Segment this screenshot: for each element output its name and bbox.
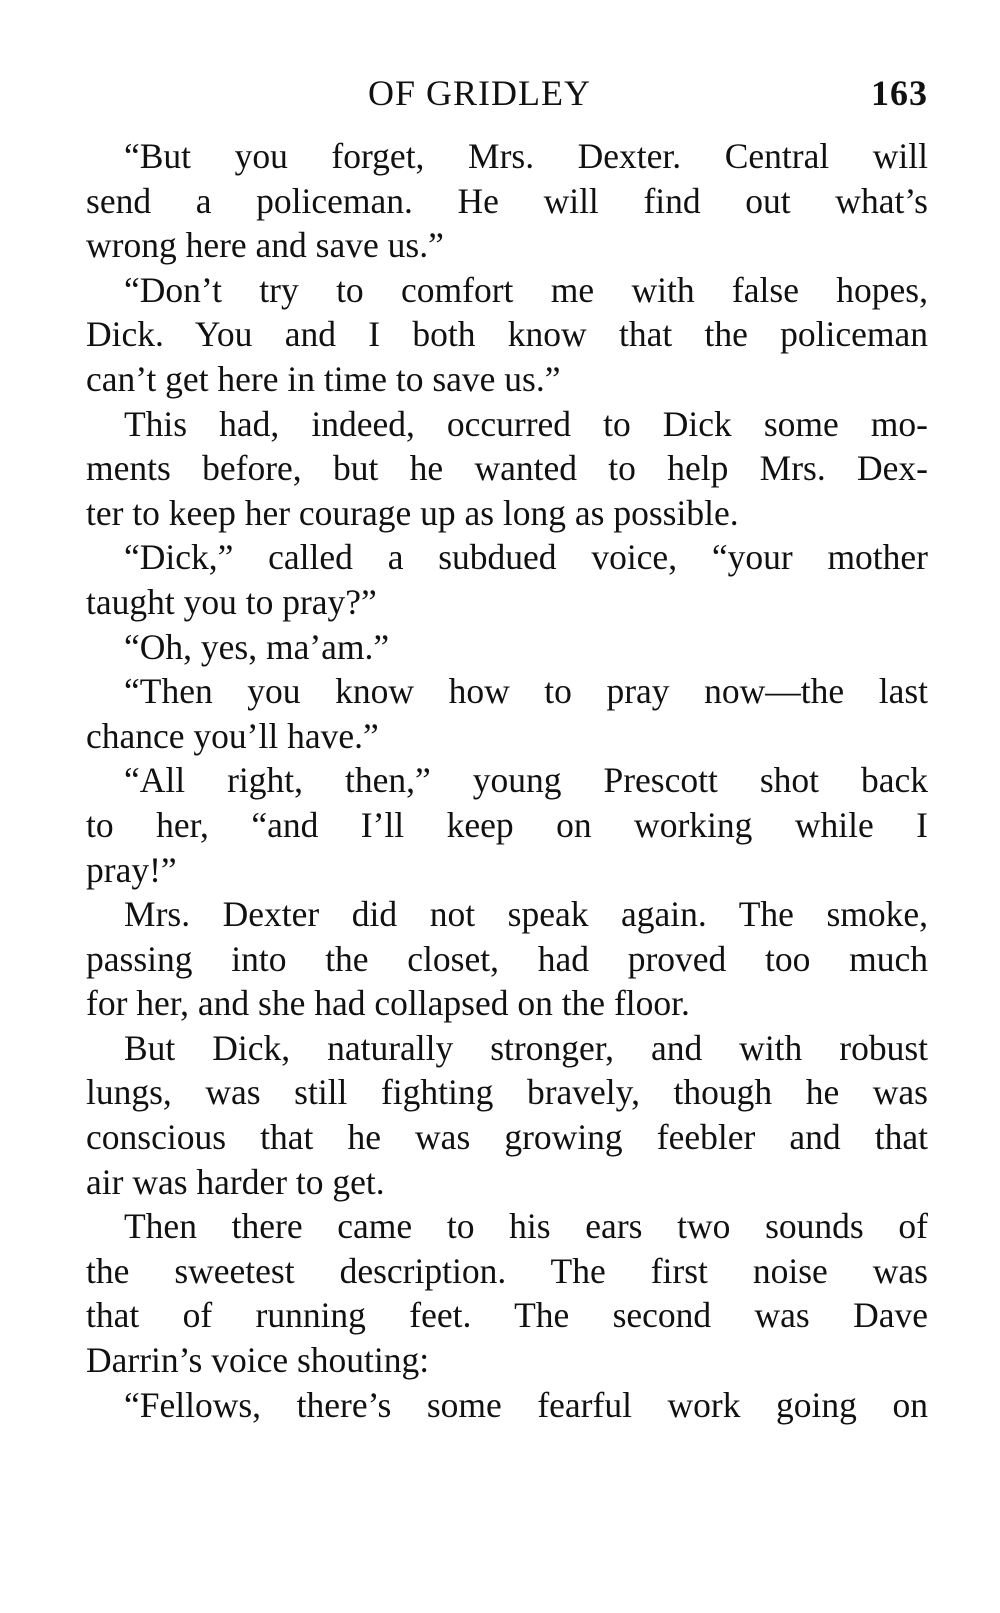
text-line: lungs, was still fighting bravely, though he was bbox=[86, 1072, 928, 1113]
text-line: “But you forget, Mrs. Dexter. Central will bbox=[124, 136, 928, 176]
text-line: Then there came to his ears two sounds of bbox=[124, 1206, 928, 1247]
text-line: wrong here and save us.” bbox=[86, 225, 444, 266]
text-line: “Dick,” called a subdued voice, “your mother bbox=[124, 537, 928, 578]
text-line: This had, indeed, occurred to Dick some mo- bbox=[124, 403, 928, 444]
text-line: air was harder to get. bbox=[86, 1161, 385, 1202]
text-line: can’t get here in time to save us.” bbox=[86, 358, 561, 399]
text-line: passing into the closet, had proved too much bbox=[86, 938, 928, 979]
text-line: ter to keep her courage up as long as possible. bbox=[86, 492, 739, 533]
text-line: Mrs. Dexter did not speak again. The smoke, bbox=[124, 894, 928, 935]
text-line: Dick. You and I both know that the policeman bbox=[86, 314, 928, 355]
text-line: the sweetest description. The first noise was bbox=[86, 1250, 928, 1291]
text-line: to her, “and I’ll keep on working while I bbox=[86, 804, 928, 845]
text-line: taught you to pray?” bbox=[86, 581, 377, 622]
text-line: “All right, then,” young Prescott shot back bbox=[124, 760, 928, 801]
running-title: OF GRIDLEY bbox=[368, 73, 591, 113]
book-page bbox=[86, 72, 928, 1427]
body-text bbox=[86, 134, 928, 1427]
running-head bbox=[86, 72, 928, 126]
text-line: that of running feet. The second was Dave bbox=[86, 1295, 928, 1336]
page-number: 163 bbox=[871, 73, 928, 113]
text-line: for her, and she had collapsed on the floor. bbox=[86, 983, 690, 1024]
text-line: “Fellows, there’s some fearful work going on bbox=[124, 1384, 928, 1425]
text-line: send a policeman. He will find out what’s bbox=[86, 180, 928, 221]
text-line: ments before, but he wanted to help Mrs. Dex- bbox=[86, 448, 928, 489]
text-line: pray!” bbox=[86, 849, 177, 890]
text-line: conscious that he was growing feebler and that bbox=[86, 1117, 928, 1158]
text-line: Darrin’s voice shouting: bbox=[86, 1340, 430, 1381]
text-line: “Then you know how to pray now—the last bbox=[124, 671, 928, 712]
text-line: But Dick, naturally stronger, and with robust bbox=[124, 1027, 928, 1068]
text-line: “Don’t try to comfort me with false hopes, bbox=[124, 269, 928, 310]
text-line: chance you’ll have.” bbox=[86, 715, 379, 756]
text-line: “Oh, yes, ma’am.” bbox=[124, 626, 390, 667]
